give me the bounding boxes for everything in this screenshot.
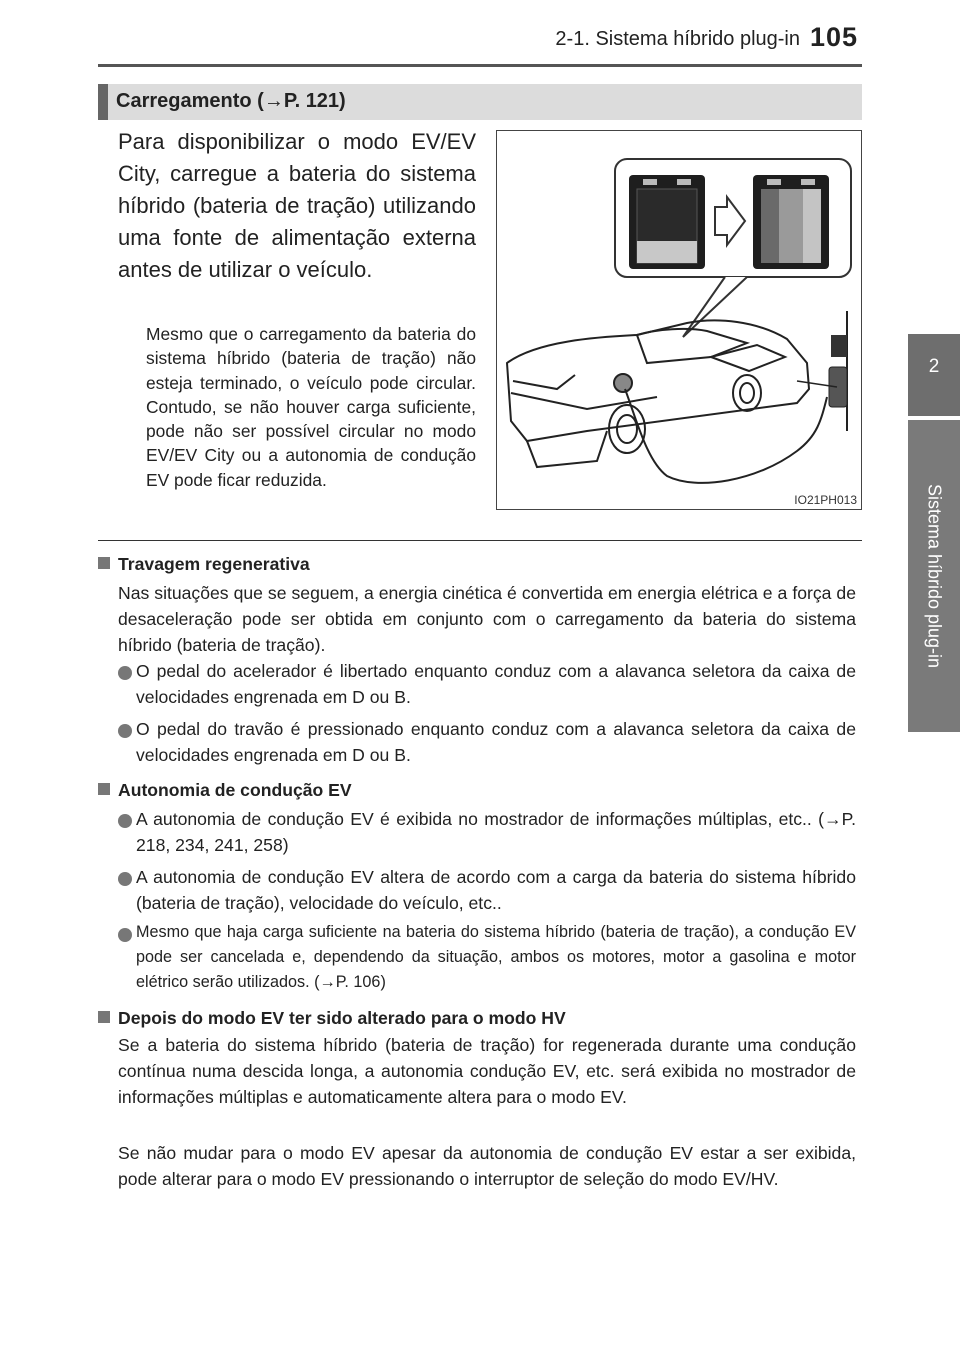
chapter-number: 2 (928, 356, 940, 377)
section-divider (98, 540, 862, 541)
regen-heading: Travagem regenerativa (98, 554, 310, 575)
after-paragraph-1: Se a bateria do sistema híbrido (bateria de tração) for regenerada durante uma condução contínua numa descida longa, a autonomia condução EV, etc. será exibida no mostrador de informações múltiplas e automaticamente altera para o modo EV. (118, 1035, 856, 1107)
charging-illustration (496, 130, 862, 510)
after-heading: Depois do modo EV ter sido alterado para o modo HV (98, 1008, 566, 1029)
bullet-icon (118, 872, 132, 886)
header-rule (98, 64, 862, 67)
intro-note: Mesmo que o carregamento da bateria do sistema híbrido (bateria de tração) não esteja terminado, o veículo pode circular. Contudo, se não houver carga suficiente, pode não ser possível circular no modo EV/EV City ou a autonomia de condução EV pode ficar reduzida. (146, 324, 476, 490)
page-number: 105 (810, 22, 859, 52)
running-header: 2-1. Sistema híbrido plug-in (555, 28, 800, 50)
bullet-icon (118, 666, 132, 680)
battery-low-icon (629, 175, 705, 269)
intro-text: Para disponibilizar o modo EV/EV City, carregue a bateria do sistema híbrido (bateria de tração) utilizando uma fonte de alimentação externa antes de utilizar o veículo. (118, 129, 476, 282)
square-bullet-icon (98, 783, 110, 795)
chapter-label: Sistema híbrido plug-in (924, 483, 945, 669)
battery-full-icon (753, 175, 829, 269)
car-charging-drawing (497, 131, 860, 508)
callout-pointer (683, 277, 747, 337)
square-bullet-icon (98, 1011, 110, 1023)
range-bullet-3: Mesmo que haja carga suficiente na bateria do sistema híbrido (bateria de tração), a condução EV pode ser cancelada e, dependendo da situação, ambos os motores, motor a gasolina e motor elétrico serão utilizados. (→P. 106) (136, 923, 856, 991)
regen-bullet-1: O pedal do acelerador é libertado enquanto conduz com a alavanca seletora da caixa de velocidades engrenada em D ou B. (136, 661, 856, 707)
after-paragraph-2: Se não mudar para o modo EV apesar da autonomia de condução EV estar a ser exibida, pode alterar para o modo EV pressionando o interruptor de seleção do modo EV/HV. (118, 1143, 856, 1189)
section-title-bar (98, 84, 108, 120)
bullet-icon (118, 724, 132, 738)
section-title: Carregamento (→P. 121) (116, 90, 346, 112)
range-bullet-1: A autonomia de condução EV é exibida no mostrador de informações múltiplas, etc.. (→P. 218, 234, 241, 258) (136, 809, 856, 855)
range-heading: Autonomia de condução EV (98, 780, 352, 801)
illustration-code: IO21PH013 (794, 493, 857, 507)
car-outline (507, 320, 809, 467)
regen-bullet-2: O pedal do travão é pressionado enquanto conduz com a alavanca seletora da caixa de velocidades engrenada em D ou B. (136, 719, 856, 765)
section-title-band (98, 84, 862, 120)
bullet-icon (118, 814, 132, 828)
square-bullet-icon (98, 557, 110, 569)
range-bullet-2: A autonomia de condução EV altera de acordo com a carga da bateria do sistema híbrido (bateria de tração), velocidade do veículo, etc.. (136, 867, 856, 913)
bullet-icon (118, 928, 132, 942)
regen-body: Nas situações que se seguem, a energia cinética é convertida em energia elétrica e a força de desaceleração pode ser obtida em conjunto com o carregamento da bateria do sistema híbrido (bateria de tração). (118, 583, 856, 655)
